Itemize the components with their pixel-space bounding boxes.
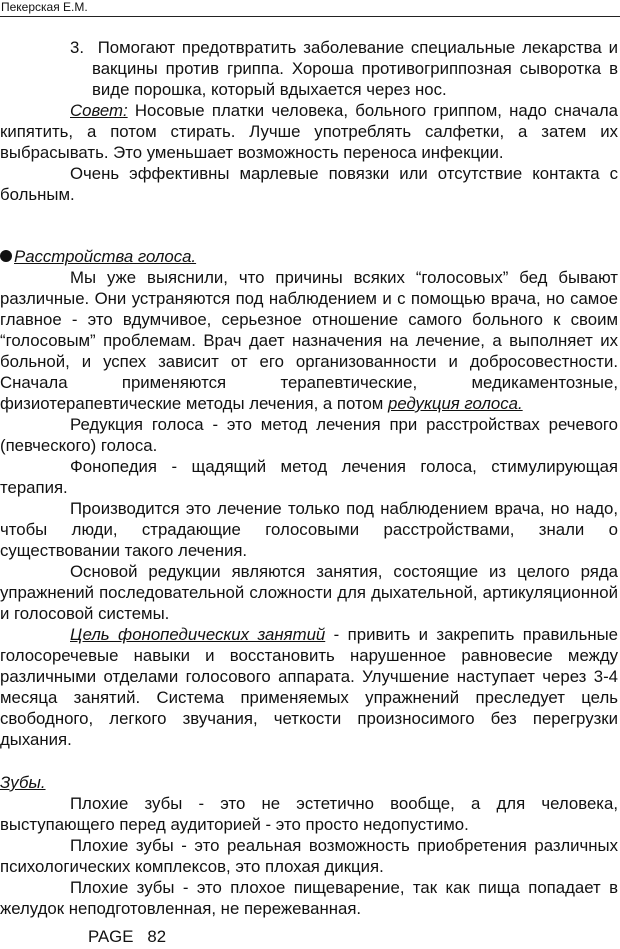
goal-text: - привить и закрепить правильные голосоречевые навыки и восстановить нарушенное равновесие между различными отделами голосового аппарата. Улучшение наступает через 3-4 месяца занятий. Система применяемых упражнений преследует цель свободного, легкого звучания, четкости произносимого без перегрузки дыхания. (0, 625, 618, 749)
page-content (0, 37, 618, 919)
list-item-number: 3. (70, 38, 84, 57)
teeth-paragraph-3: Плохие зубы - это плохое пищеварение, так как пища попадает в желудок неподготовленная, не пережеванная. (0, 878, 618, 918)
section-title-teeth: Зубы. (0, 773, 46, 792)
goal-label: Цель фонопедических занятий (70, 625, 326, 644)
masks-paragraph: Очень эффективны марлевые повязки или отсутствие контакта с больным. (0, 164, 618, 204)
voice-intro-paragraph (0, 267, 618, 414)
page-header (0, 0, 620, 17)
list-item-3 (0, 37, 618, 100)
teeth-paragraph-2: Плохие зубы - это реальная возможность приобретения различных психологических комплексов, это плохая дикция. (0, 836, 618, 876)
spacer (0, 205, 618, 246)
bullet-icon (0, 250, 12, 262)
reduction-paragraph: Редукция голоса - это метод лечения при расстройствах речевого (певческого) голоса. (0, 415, 618, 455)
teeth-paragraph-1: Плохие зубы - это не эстетично вообще, а для человека, выступающего перед аудиторией - это просто недопустимо. (0, 794, 618, 834)
page-footer (88, 926, 166, 947)
section-heading-teeth (0, 772, 618, 793)
page-label: PAGE (88, 927, 134, 946)
basis-paragraph: Основой редукции являются занятия, состоящие из целого ряда упражнений последовательной сложности для дыхательной, артикуляционной и голосовой системы. (0, 562, 618, 623)
author-name: Пекерская Е.М. (1, 0, 88, 14)
voice-intro-term: редукция голоса. (387, 394, 523, 413)
goal-paragraph (0, 624, 618, 750)
spacer (0, 750, 618, 772)
advice-paragraph (0, 100, 618, 163)
advice-label: Совет: (70, 101, 128, 120)
phonopedia-paragraph: Фонопедия - щадящий метод лечения голоса, стимулирующая терапия. (0, 457, 618, 497)
advice-text: Носовые платки человека, больного гриппом, надо сначала кипятить, а потом стирать. Лучше употреблять салфетки, а затем их выбрасывать. Это уменьшает возможность переноса инфекции. (0, 101, 618, 162)
voice-intro-text: Мы уже выяснили, что причины всяких “голосовых” бед бывают различные. Они устраняются под наблюдением и с помощью врача, но самое главное - это вдумчивое, серьезное отношение самого больного к своим “голосовым” проблемам. Врач дает назначения на лечение, а выполняет их больной, и успех зависит от его организованности и добросовестности. Сначала применяются терапевтические, медикаментозные, физиотерапевтические методы лечения, а потом (0, 268, 618, 413)
list-item-text: Помогают предотвратить заболевание специальные лекарства и вакцины против гриппа. Хороша противогриппозная сыворотка в виде порошка, который вдыхается через нос. (92, 38, 618, 99)
section-title-voice: Расстройства голоса. (14, 247, 197, 266)
section-heading-voice (0, 246, 618, 267)
page-number: 82 (147, 927, 167, 946)
supervision-paragraph: Производится это лечение только под наблюдением врача, но надо, чтобы люди, страдающие голосовыми расстройствами, знали о существовании такого лечения. (0, 499, 618, 560)
